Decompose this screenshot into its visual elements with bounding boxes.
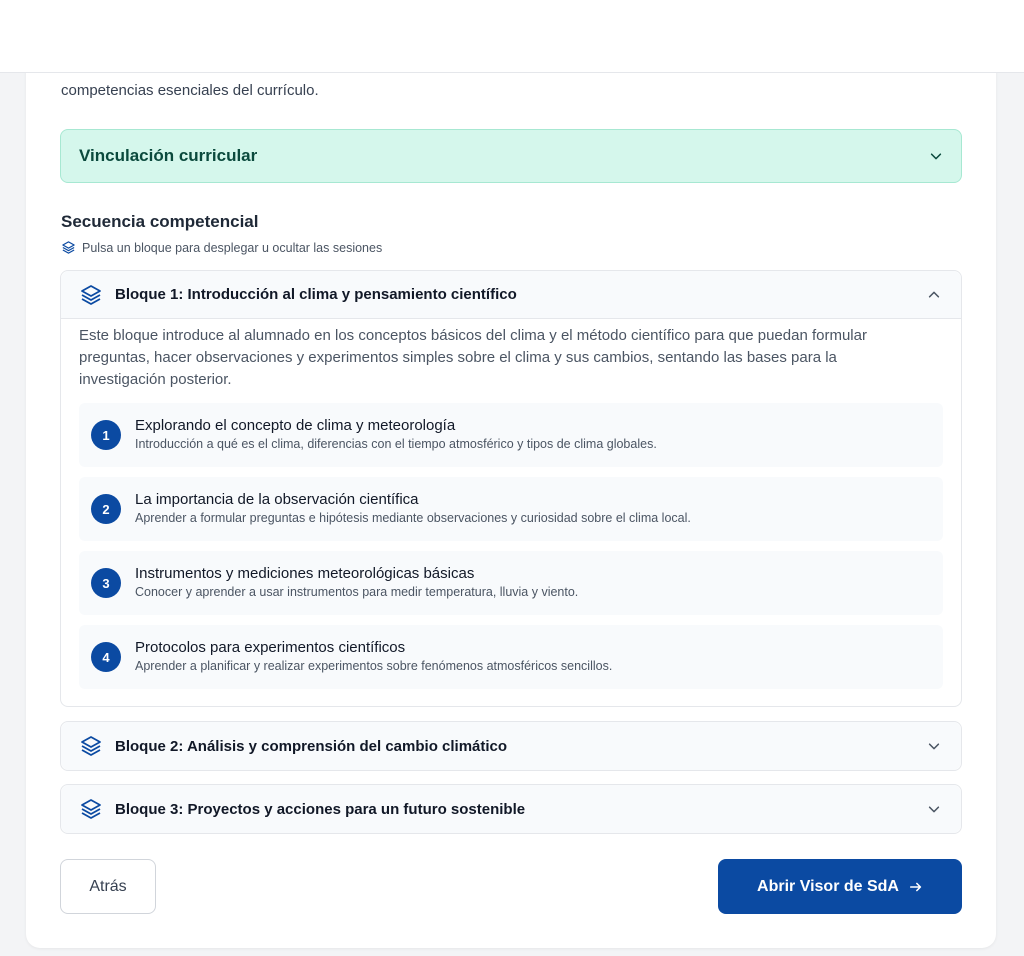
session-number: 2 <box>91 494 121 524</box>
block-1-title: Bloque 1: Introducción al clima y pensamiento científico <box>115 286 517 303</box>
session-item[interactable] <box>79 477 943 541</box>
chevron-up-icon <box>927 288 941 302</box>
session-subtitle: Aprender a formular preguntas e hipótesis mediante observaciones y curiosidad sobre el clima local. <box>135 511 691 525</box>
session-list <box>61 391 961 689</box>
session-item[interactable] <box>79 403 943 467</box>
layers-icon <box>79 734 103 758</box>
session-subtitle: Conocer y aprender a usar instrumentos para medir temperatura, lluvia y viento. <box>135 585 579 599</box>
block-2-title: Bloque 2: Análisis y comprensión del cambio climático <box>115 737 508 755</box>
session-subtitle: Introducción a qué es el clima, diferencias con el tiempo atmosférico y tipos de clima globales. <box>135 437 657 451</box>
session-number: 4 <box>91 642 121 672</box>
block-1-header[interactable] <box>61 271 961 319</box>
sequence-hint-text: Pulsa un bloque para desplegar u ocultar las sesiones <box>82 240 383 255</box>
session-title: Instrumentos y mediciones meteorológicas básicas <box>135 565 475 582</box>
intro-text: competencias esenciales del currículo. <box>61 82 319 99</box>
block-3 <box>60 784 962 834</box>
chevron-down-icon <box>929 149 943 163</box>
curricular-accordion[interactable] <box>60 129 962 183</box>
layers-icon <box>61 240 76 255</box>
chevron-down-icon <box>927 802 941 816</box>
block-3-header[interactable] <box>61 785 961 833</box>
session-item[interactable] <box>79 625 943 689</box>
session-title: Protocolos para experimentos científicos <box>135 639 406 656</box>
arrow-right-icon <box>909 880 923 894</box>
block-1-description: Este bloque introduce al alumnado en los conceptos básicos del clima y el método científico para que puedan formular preguntas, hacer observaciones y experimentos simples sobre el clima y sus cambios, sentando las bases para la investigación posterior. <box>79 327 867 388</box>
chevron-down-icon <box>927 739 941 753</box>
layers-icon <box>79 283 103 307</box>
block-1 <box>60 270 962 707</box>
top-bar <box>0 0 1024 73</box>
back-button[interactable]: Atrás <box>60 859 156 914</box>
open-viewer-button[interactable] <box>718 859 962 914</box>
session-title: La importancia de la observación científica <box>135 491 419 508</box>
block-3-title: Bloque 3: Proyectos y acciones para un futuro sostenible <box>115 800 526 818</box>
layers-icon <box>79 797 103 821</box>
open-viewer-label: Abrir Visor de SdA <box>757 877 899 895</box>
session-number: 1 <box>91 420 121 450</box>
session-title: Explorando el concepto de clima y meteorología <box>135 417 456 434</box>
sequence-title: Secuencia competencial <box>61 212 259 231</box>
session-number: 3 <box>91 568 121 598</box>
session-subtitle: Aprender a planificar y realizar experimentos sobre fenómenos atmosféricos sencillos. <box>135 659 613 673</box>
block-2 <box>60 721 962 771</box>
sequence-hint <box>61 240 382 255</box>
block-2-header[interactable] <box>61 722 961 770</box>
session-item[interactable] <box>79 551 943 615</box>
curricular-title: Vinculación curricular <box>79 146 258 165</box>
